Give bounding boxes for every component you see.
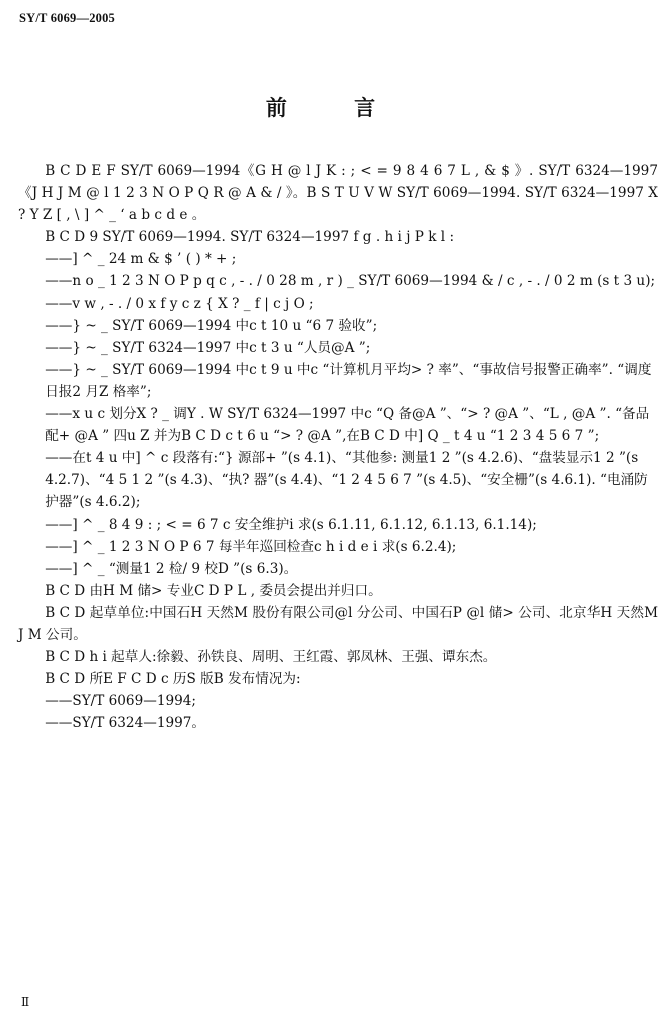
list-item: ——] ^ _ 24 m & $ ’ ( ) * + ; xyxy=(45,251,237,268)
list-item: ——] ^ _ 8 4 9 : ; < = 6 7 c 安全维护i 求(s 6.1.11, 6.1.12, 6.1.13, 6.1.14); xyxy=(45,516,537,533)
page-title: 前 言 xyxy=(265,96,406,120)
list-item: ——} ~ _ SY/T 6069—1994 中c t 10 u “6 7 验收”; xyxy=(45,317,378,334)
list-item: ——v w , - . / 0 x f y c z { X ? _ f | c j O ; xyxy=(45,295,314,312)
list-item: ——} ~ _ SY/T 6324—1997 中c t 3 u “人员@A ”; xyxy=(45,339,371,356)
history-item: ——SY/T 6324—1997。 xyxy=(45,715,206,732)
document-body xyxy=(18,160,658,734)
intro-paragraph: B C D E F SY/T 6069—1994《G H @ l J K : ; < = 9 8 4 6 7 L , & $ 》. SY/T 6324—1997《J H J M @ l 1 2 3 N O P Q R @ A & / 》。B S T U V W SY/T 6069—1994. SY/T 6324—1997 X ? Y Z [ , \ ] ^ _ ‘ a b c d e 。 xyxy=(18,163,658,224)
list-item: ——n o _ 1 2 3 N O P p q c , - . / 0 28 m , r ) _ SY/T 6069—1994 & / c , - . / 0 2 m (s t 3 u); xyxy=(45,273,656,290)
history-item: ——SY/T 6069—1994; xyxy=(45,693,196,710)
list-item: ——] ^ _ “测量1 2 检/ 9 校D ”(s 6.3)。 xyxy=(45,560,298,577)
proposer-paragraph: B C D 由H M 储> 专业C D P L , 委员会提出并归口。 xyxy=(45,582,382,599)
drafters-paragraph: B C D h i 起草人:徐毅、孙铁良、周明、王红霞、郭凤林、王强、谭东杰。 xyxy=(45,649,497,666)
history-intro-paragraph: B C D 所E F C D c 历S 版B 发布情况为: xyxy=(45,671,301,688)
list-item: ——在t 4 u 中] ^ c 段落有:“} 源部+ ”(s 4.1)、“其他参: 测量1 2 ”(s 4.2.6)、“盘装显示1 2 ”(s 4.2.7)、“4 5 1 2 ”(s 4.3)、“执? 器”(s 4.4)、“1 2 4 5 6 7 ”(s 4.5)、“安全栅”(s 4.6.1). “电涌防护器”(s 4.6.2); xyxy=(45,450,648,511)
list-item: ——] ^ _ 1 2 3 N O P 6 7 每半年巡回检查c h i d e i 求(s 6.2.4); xyxy=(45,538,457,555)
list-item: ——x u c 划分X ? _ 调Y . W SY/T 6324—1997 中c “Q 备@A ”、“> ? @A ”、“L , @A ”. “备品配+ @A ” 四u Z 并为B C D c t 6 u “> ? @A ”,在B C D 中] Q _ t 4 u “1 2 3 4 5 6 7 ”; xyxy=(45,406,650,445)
standard-code-header: SY/T 6069—2005 xyxy=(19,11,115,25)
changes-intro-paragraph: B C D 9 SY/T 6069—1994. SY/T 6324—1997 f g . h i j P k l : xyxy=(45,229,455,246)
list-item: ——} ~ _ SY/T 6069—1994 中c t 9 u 中c “计算机月平均> ? 率”、“事故信号报警正确率”. “调度日报2 月Z 格率”; xyxy=(45,361,652,400)
page-number: Ⅱ xyxy=(21,995,30,1009)
drafting-units-paragraph: B C D 起草单位:中国石H 天然M 股份有限公司@l 分公司、中国石P @l 储> 公司、北京华H 天然M J M 公司。 xyxy=(18,604,658,643)
